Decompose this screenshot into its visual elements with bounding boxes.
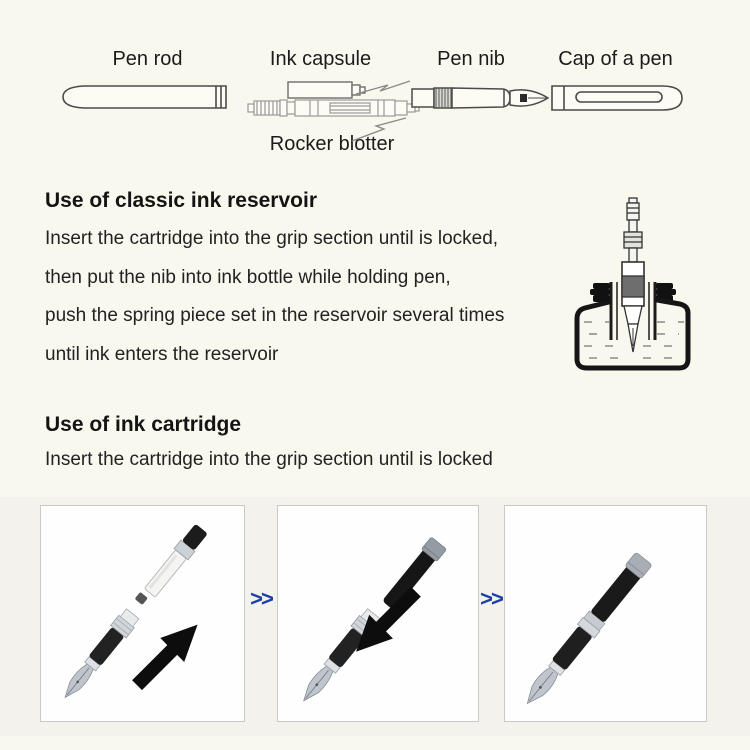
pen-in-bottle: [622, 198, 644, 352]
step-arrow-icon: >>: [480, 586, 502, 611]
pen-cap-drawing: [552, 86, 682, 110]
pen-nib-drawing: [412, 88, 548, 108]
rocker-blotter-drawing: [248, 100, 419, 116]
pen-rod-label: Pen rod: [112, 48, 183, 70]
pen-parts-diagram: [0, 78, 750, 148]
reservoir-instruction-line: Insert the cartridge into the grip section until is locked,: [45, 228, 499, 249]
cartridge-insertion-image: [278, 506, 478, 721]
reservoir-instruction-line: push the spring piece set in the reservoir several times: [45, 305, 505, 326]
step-photo-assembled-pen: [504, 505, 707, 722]
cap-of-pen-label: Cap of a pen: [558, 48, 673, 70]
ink-capsule-drawing: [288, 82, 365, 98]
step-arrow-icon: >>: [250, 586, 272, 611]
step-photo-converter-insertion: [40, 505, 245, 722]
pen-nib-label: Pen nib: [437, 48, 505, 70]
cartridge-instruction-line: Insert the cartridge into the grip section until is locked: [45, 449, 493, 470]
cartridge-section-heading: Use of ink cartridge: [45, 413, 242, 436]
ink-bottle-diagram: [565, 196, 710, 386]
rocker-blotter-label: Rocker blotter: [269, 133, 395, 155]
ink-capsule-label: Ink capsule: [269, 48, 372, 70]
pen-rod-drawing: [63, 86, 226, 108]
reservoir-instruction-line: then put the nib into ink bottle while holding pen,: [45, 266, 451, 288]
reservoir-instruction-line: until ink enters the reservoir: [45, 343, 279, 365]
converter-insertion-image: [41, 506, 244, 721]
reservoir-section-heading: Use of classic ink reservoir: [45, 189, 317, 212]
blotter-pointer-line: [352, 118, 406, 141]
insert-arrow-icon: [125, 613, 209, 697]
reservoir-instructions: [45, 220, 504, 374]
step-photo-cartridge-insertion: [277, 505, 479, 722]
assembled-pen-image: [505, 506, 706, 721]
